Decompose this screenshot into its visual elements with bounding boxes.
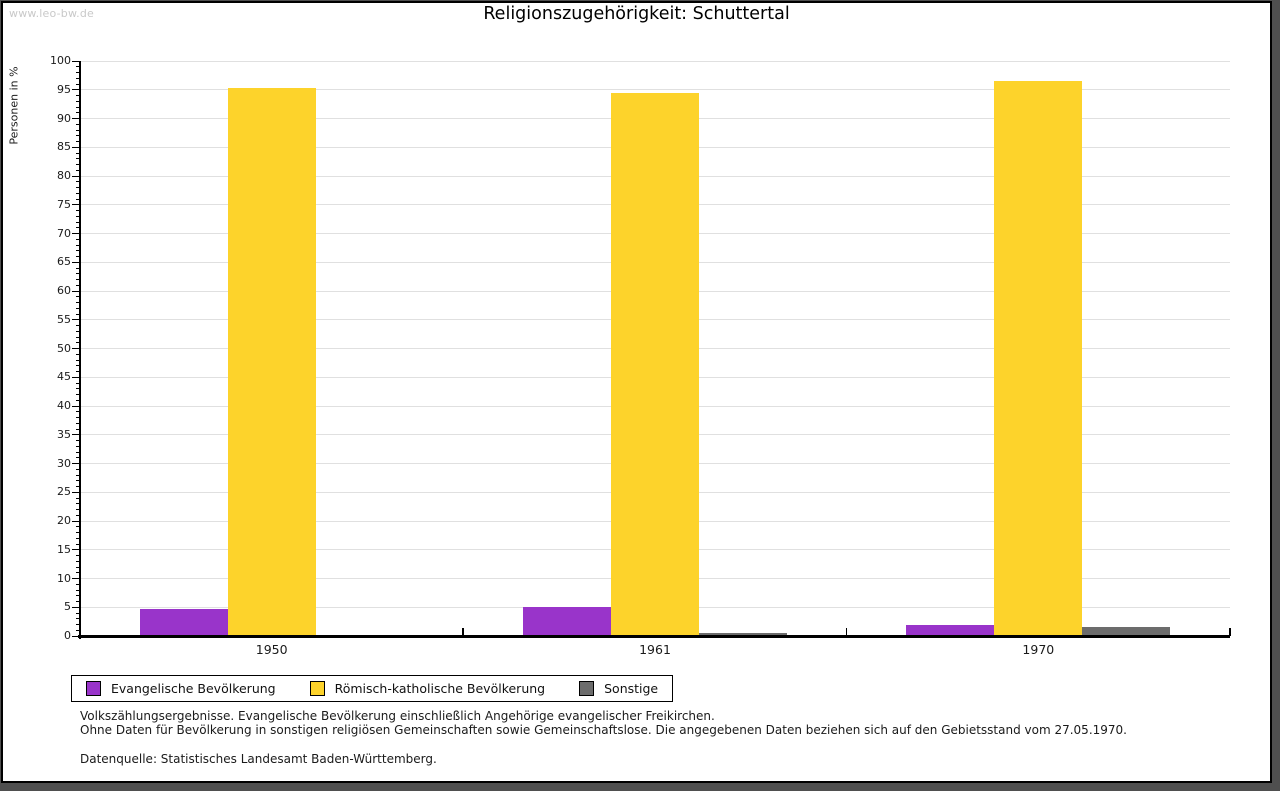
legend-item-0 <box>86 681 276 696</box>
x-boundary-tick-1 <box>462 628 464 636</box>
watermark-text: www.leo-bw.de <box>9 7 95 20</box>
y-tick-label-55: 55 <box>57 312 71 326</box>
legend-swatch-2 <box>579 681 594 696</box>
legend-box <box>71 675 673 702</box>
y-tick-label-85: 85 <box>57 140 71 154</box>
y-tick-label-75: 75 <box>57 197 71 211</box>
y-tick-label-15: 15 <box>57 542 71 556</box>
y-tick-label-65: 65 <box>57 255 71 269</box>
y-tick-label-100: 100 <box>50 54 71 67</box>
y-tick-label-35: 35 <box>57 427 71 441</box>
legend-item-1 <box>310 681 546 696</box>
footnote-source: Datenquelle: Statistisches Landesamt Baden-Württemberg. <box>80 752 437 766</box>
chart-title: Religionszugehörigkeit: Schuttertal <box>483 4 790 24</box>
y-tick-label-50: 50 <box>57 341 71 355</box>
y-tick-label-80: 80 <box>57 169 71 182</box>
bar-1950-series-1 <box>228 88 316 636</box>
legend-label-0: Evangelische Bevölkerung <box>111 681 276 696</box>
y-tick-label-70: 70 <box>57 226 71 240</box>
y-tick-label-95: 95 <box>57 82 71 96</box>
chart-frame <box>1 1 1272 783</box>
x-axis-line <box>78 635 1230 638</box>
y-tick-label-5: 5 <box>64 600 71 614</box>
footnote-line-1: Volkszählungsergebnisse. Evangelische Bevölkerung einschließlich Angehörige evangelischer Freikirchen. <box>80 709 715 723</box>
gridline-100 <box>80 61 1230 62</box>
y-tick-label-60: 60 <box>57 284 71 297</box>
legend-item-2 <box>579 681 658 696</box>
legend-swatch-1 <box>310 681 325 696</box>
y-axis-title: Personen in % <box>7 66 21 145</box>
bar-1950-series-0 <box>140 609 228 636</box>
x-category-label-1950: 1950 <box>255 642 288 657</box>
y-tick-label-90: 90 <box>57 111 71 125</box>
legend-swatch-0 <box>86 681 101 696</box>
y-axis-line <box>79 61 81 639</box>
x-category-label-1970: 1970 <box>1022 642 1055 657</box>
bar-1970-series-1 <box>994 81 1082 636</box>
x-boundary-tick-3 <box>1229 628 1231 636</box>
x-category-label-1961: 1961 <box>639 642 671 657</box>
y-tick-label-10: 10 <box>57 571 71 585</box>
footnote-line-2: Ohne Daten für Bevölkerung in sonstigen religiösen Gemeinschaften sowie Gemeinschaftslose. Die angegebenen Daten beziehen sich auf den Gebietsstand vom 27.05.1970. <box>80 723 1127 737</box>
legend-label-2: Sonstige <box>604 681 659 696</box>
y-tick-label-40: 40 <box>57 399 71 412</box>
legend-label-1: Römisch-katholische Bevölkerung <box>334 681 546 696</box>
bar-1961-series-1 <box>611 93 699 636</box>
y-tick-label-20: 20 <box>57 514 71 527</box>
y-tick-label-30: 30 <box>57 456 71 470</box>
bar-1961-series-0 <box>523 607 611 636</box>
y-tick-label-0: 0 <box>64 629 71 642</box>
y-tick-label-25: 25 <box>57 485 71 499</box>
x-boundary-tick-2 <box>846 628 848 636</box>
y-tick-label-45: 45 <box>57 370 71 384</box>
